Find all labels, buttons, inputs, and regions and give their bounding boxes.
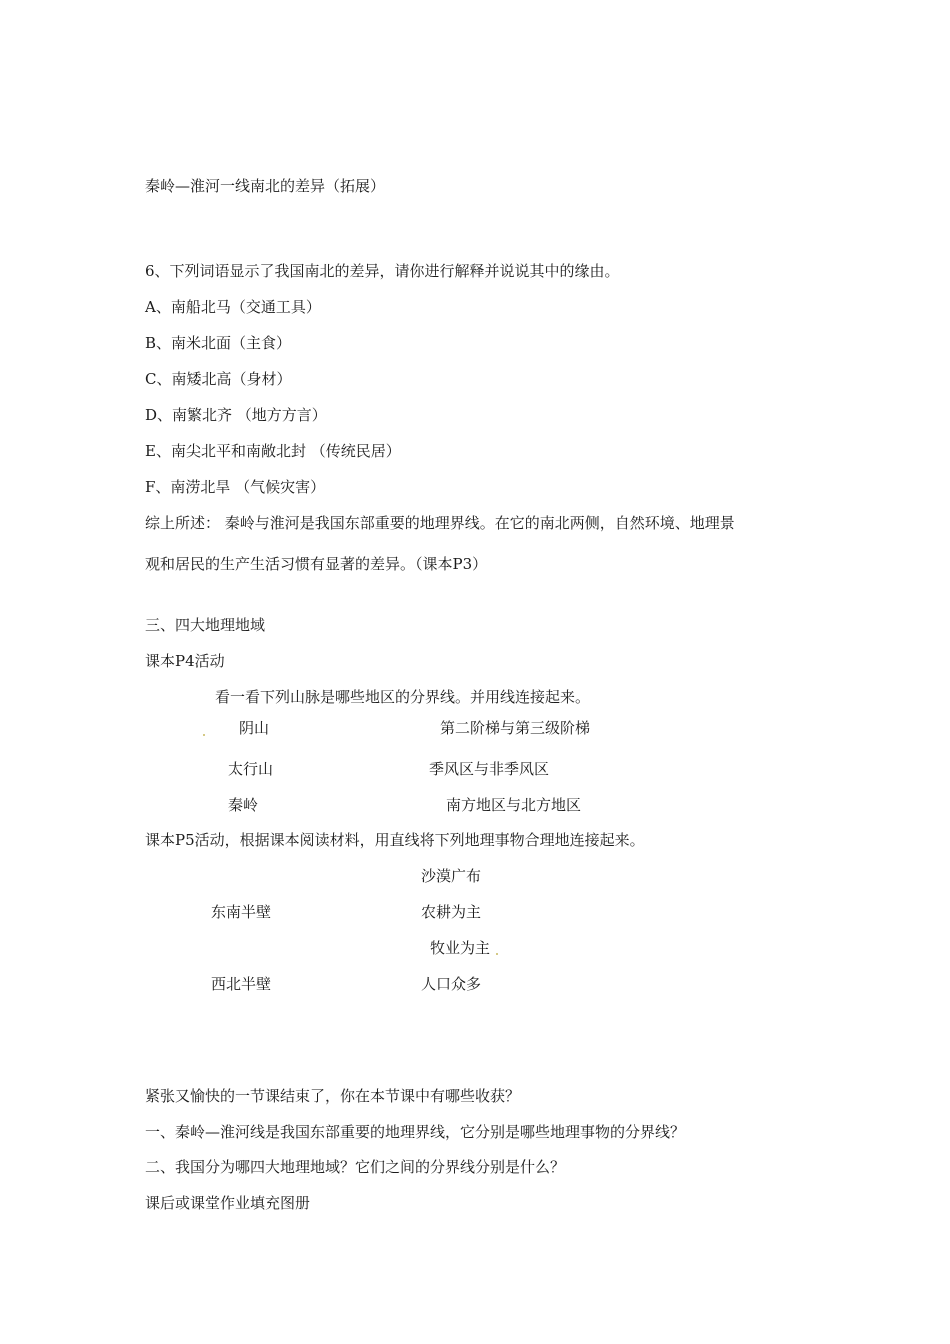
region-southeast: 东南半壁 xyxy=(211,903,272,921)
summary-line-2: 观和居民的生产生活习惯有显著的差异。（课本P3） xyxy=(145,555,488,573)
section3-heading: 三、四大地理地域 xyxy=(145,616,266,634)
boundary-ladder-2-3: 第二阶梯与第三级阶梯 xyxy=(440,719,591,737)
activity-p4-instruction: 看一看下列山脉是哪些地区的分界线。并用线连接起来。 xyxy=(215,688,591,706)
feature-herding: 牧业为主 xyxy=(430,939,491,957)
decorative-dot xyxy=(203,734,205,736)
summary-line-1: 综上所述： 秦岭与淮河是我国东部重要的地理界线。在它的南北两侧，自然环境、地理景 xyxy=(145,514,735,532)
feature-desert: 沙漠广布 xyxy=(421,867,482,885)
activity-p5-instruction: 课本P5活动，根据课本阅读材料，用直线将下列地理事物合理地连接起来。 xyxy=(145,831,645,849)
question6-option-a: A、南船北马（交通工具） xyxy=(145,298,321,316)
question6-option-b: B、南米北面（主食） xyxy=(145,334,292,352)
question6-prompt: 6、下列词语显示了我国南北的差异，请你进行解释并说说其中的缘由。 xyxy=(145,262,620,280)
decorative-dot xyxy=(496,953,498,955)
question6-option-e: E、南尖北平和南敞北封 （传统民居） xyxy=(145,442,401,460)
feature-population: 人口众多 xyxy=(421,975,482,993)
homework-note: 课后或课堂作业填充图册 xyxy=(145,1194,311,1212)
question6-option-d: D、南繁北齐 （地方方言） xyxy=(145,406,327,424)
question6-option-f: F、南涝北旱 （气候灾害） xyxy=(145,478,326,496)
reflection-question-1: 一、秦岭—淮河线是我国东部重要的地理界线，它分别是哪些地理事物的分界线？ xyxy=(145,1123,686,1141)
boundary-monsoon: 季风区与非季风区 xyxy=(429,760,550,778)
boundary-south-north: 南方地区与北方地区 xyxy=(446,796,582,814)
extension-heading: 秦岭—淮河一线南北的差异（拓展） xyxy=(145,177,386,195)
reflection-intro: 紧张又愉快的一节课结束了，你在本节课中有哪些收获？ xyxy=(145,1087,521,1105)
mountain-taihangshan: 太行山 xyxy=(228,760,274,778)
activity-p4-label: 课本P4活动 xyxy=(145,652,225,670)
feature-farming: 农耕为主 xyxy=(421,903,482,921)
mountain-qinling: 秦岭 xyxy=(228,796,259,814)
region-northwest: 西北半壁 xyxy=(211,975,272,993)
question6-option-c: C、南矮北高（身材） xyxy=(145,370,292,388)
reflection-question-2: 二、我国分为哪四大地理地域？它们之间的分界线分别是什么？ xyxy=(145,1158,566,1176)
mountain-yinshan: 阴山 xyxy=(239,719,270,737)
